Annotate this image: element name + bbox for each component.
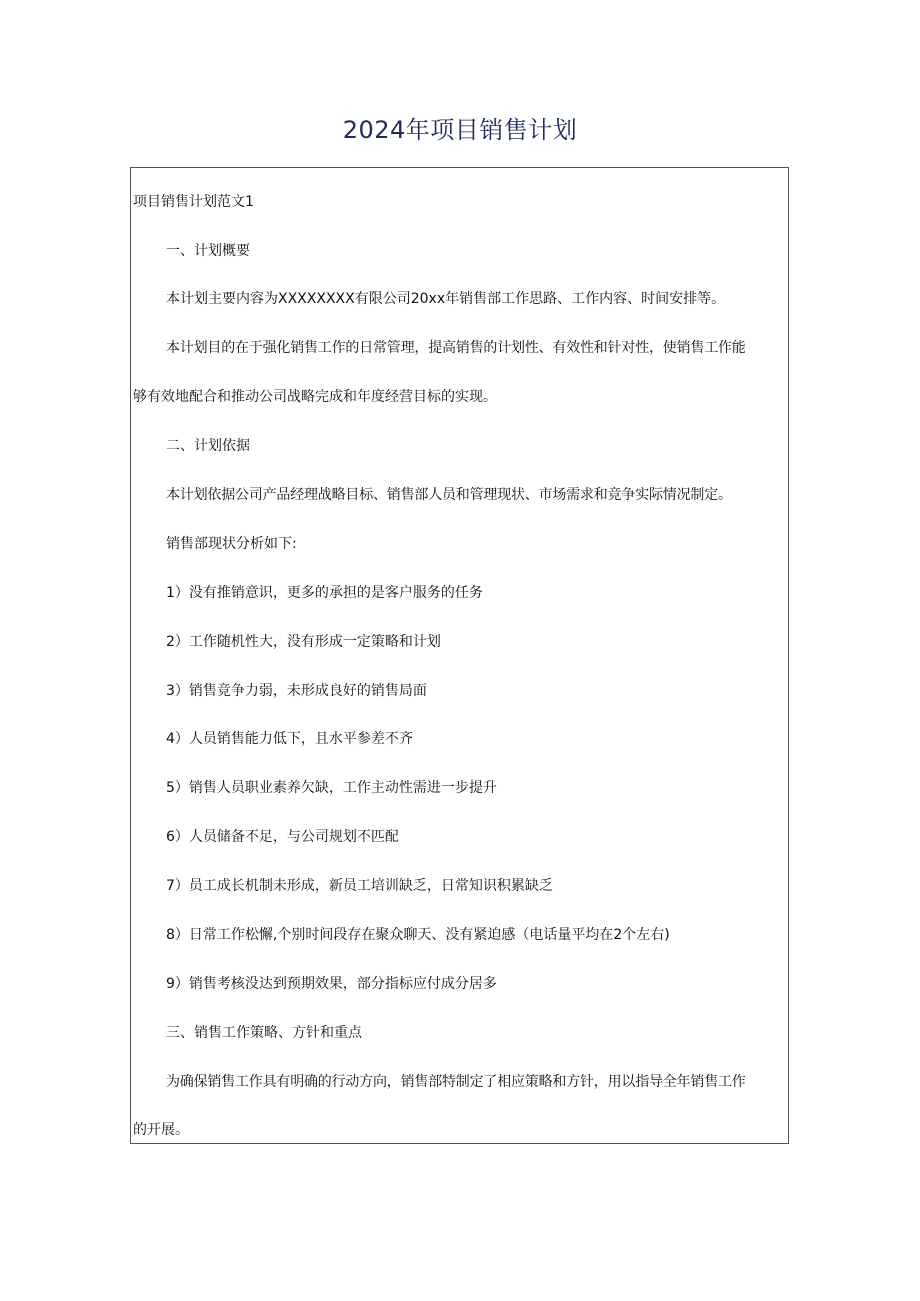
list-item-5: 5）销售人员职业素养欠缺，工作主动性需进一步提升 <box>166 780 497 796</box>
content-frame <box>130 167 789 1144</box>
paragraph-plan-purpose-line2: 够有效地配合和推动公司战略完成和年度经营目标的实现。 <box>133 389 497 405</box>
paragraph-status-intro: 销售部现状分析如下: <box>166 536 297 552</box>
heading-plan-basis: 二、计划依据 <box>166 438 250 454</box>
list-item-2: 2）工作随机性大，没有形成一定策略和计划 <box>166 634 441 650</box>
paragraph-plan-content: 本计划主要内容为XXXXXXXX有限公司20xx年销售部工作思路、工作内容、时间安排等。 <box>166 291 726 307</box>
paragraph-strategy-line1: 为确保销售工作具有明确的行动方向，销售部特制定了相应策略和方针，用以指导全年销售工作 <box>166 1074 746 1090</box>
paragraph-plan-basis: 本计划依据公司产品经理战略目标、销售部人员和管理现状、市场需求和竞争实际情况制定。 <box>166 487 732 503</box>
list-item-7: 7）员工成长机制未形成，新员工培训缺乏，日常知识积累缺乏 <box>166 878 553 894</box>
list-item-3: 3）销售竞争力弱，未形成良好的销售局面 <box>166 683 427 699</box>
list-item-8: 8）日常工作松懈,个别时间段存在聚众聊天、没有紧迫感（电话量平均在2个左右) <box>166 927 670 943</box>
list-item-9: 9）销售考核没达到预期效果，部分指标应付成分居多 <box>166 976 497 992</box>
paragraph-strategy-line2: 的开展。 <box>133 1122 189 1138</box>
section-heading-template: 项目销售计划范文1 <box>133 194 254 210</box>
list-item-1: 1）没有推销意识，更多的承担的是客户服务的任务 <box>166 585 483 601</box>
list-item-6: 6）人员储备不足，与公司规划不匹配 <box>166 829 399 845</box>
list-item-4: 4）人员销售能力低下，且水平参差不齐 <box>166 731 413 747</box>
heading-plan-overview: 一、计划概要 <box>166 243 250 259</box>
paragraph-plan-purpose-line1: 本计划目的在于强化销售工作的日常管理，提高销售的计划性、有效性和针对性，使销售工作能 <box>166 340 746 356</box>
document-title: 2024年项目销售计划 <box>342 116 578 144</box>
heading-sales-strategy: 三、销售工作策略、方针和重点 <box>166 1025 362 1041</box>
